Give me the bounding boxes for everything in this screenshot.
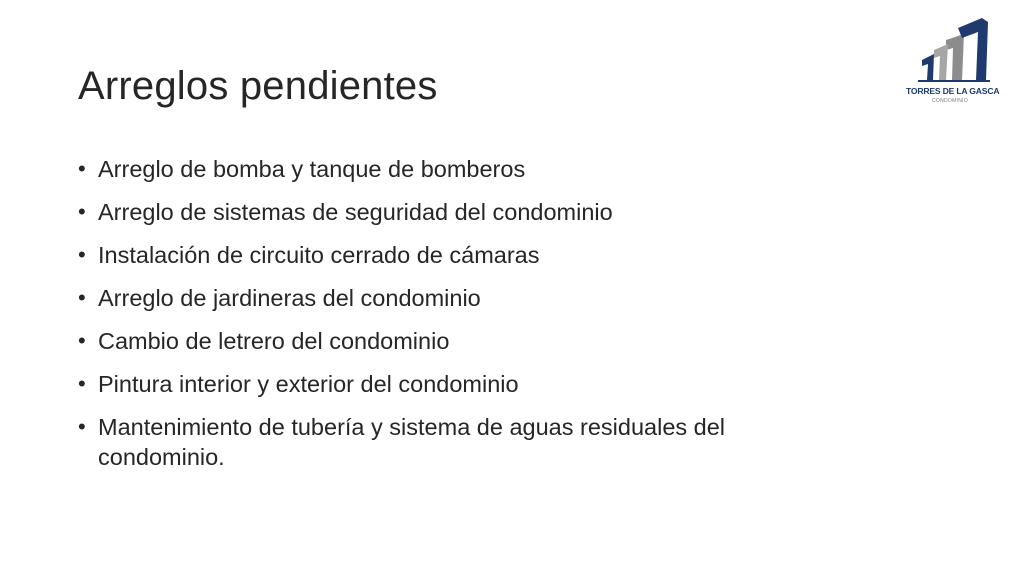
list-item-text: Mantenimiento de tubería y sistema de aguas residuales del condominio. [98,414,726,470]
list-item [78,326,858,356]
list-item [78,369,858,399]
list-item [78,283,858,313]
list-item-text: Arreglo de sistemas de seguridad del condominio [98,199,613,225]
list-item [78,197,858,227]
list-item-text: Arreglo de bomba y tanque de bomberos [98,156,526,182]
logo-subtitle: CONDOMINIO [931,98,969,104]
list-item-text: Instalación de circuito cerrado de cámaras [98,242,540,268]
logo-name: TORRES DE LA GASCA [906,86,1000,96]
towers-logo-icon [906,14,994,86]
list-item [78,240,858,270]
bullet-icon: • [78,328,86,353]
bullet-icon: • [78,156,86,181]
list-item-text: Pintura interior y exterior del condominio [98,371,519,397]
slide-title: Arreglos pendientes [78,64,438,108]
list-item-text: Cambio de letrero del condominio [98,328,450,354]
list-item [78,412,858,472]
company-logo [906,14,1000,110]
bullet-list [78,154,858,485]
bullet-icon: • [78,371,86,396]
bullet-icon: • [78,199,86,224]
list-item [78,154,858,184]
bullet-icon: • [78,242,86,267]
bullet-icon: • [78,414,86,439]
list-item-text: Arreglo de jardineras del condominio [98,285,481,311]
bullet-icon: • [78,285,86,310]
